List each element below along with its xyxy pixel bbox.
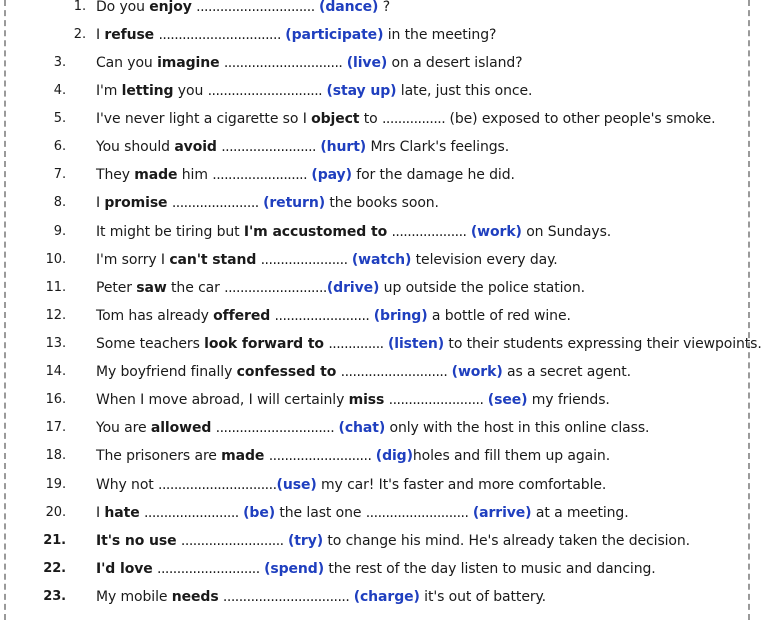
answer-blank[interactable]: ..............................: [215, 420, 335, 436]
answer-blank[interactable]: ......................: [171, 195, 259, 211]
item-sentence: [96, 23, 496, 47]
item-sentence: [96, 135, 509, 159]
item-number: 14.: [45, 364, 66, 379]
answer-blank[interactable]: ......................: [260, 252, 348, 268]
item-number: 16.: [45, 392, 66, 407]
sentence-text: Do you: [96, 0, 150, 15]
verb-prompt: (charge): [353, 589, 420, 605]
answer-blank[interactable]: ..........................: [157, 561, 260, 577]
item-number: 12.: [45, 308, 66, 323]
item-sentence: [96, 248, 558, 272]
verb-prompt: (use): [276, 477, 317, 493]
sentence-text: you: [173, 83, 208, 99]
sentence-text: the car: [166, 280, 225, 296]
sentence-text: in the meeting?: [383, 27, 497, 43]
verb-prompt: (pay): [311, 167, 352, 183]
right-dashed-border: [748, 0, 750, 620]
answer-blank[interactable]: ...........................: [340, 364, 448, 380]
sentence-text: I'm sorry I: [96, 252, 170, 268]
item-number: 18.: [45, 448, 66, 463]
item-number: 2.: [73, 27, 86, 42]
sentence-text: as a secret agent.: [502, 364, 632, 380]
verb-prompt: (return): [263, 195, 326, 211]
sentence-text: holes and fill them up again.: [412, 448, 611, 464]
sentence-text: Can you: [96, 55, 158, 71]
sentence-text: on a desert island?: [387, 55, 523, 71]
keyword: look forward to: [204, 336, 324, 352]
keyword: offered: [213, 308, 271, 324]
keyword: allowed: [150, 420, 212, 436]
sentence-text: my car! It's faster and more comfortable.: [316, 477, 607, 493]
verb-prompt: (participate): [285, 27, 384, 43]
sentence-text: a bottle of red wine.: [427, 308, 571, 324]
verb-prompt: (work): [470, 224, 522, 240]
answer-blank[interactable]: ..........................: [224, 280, 327, 296]
sentence-text: only with the host in this online class.: [385, 420, 650, 436]
item-sentence: [96, 473, 606, 497]
keyword: saw: [136, 280, 167, 296]
item-sentence: [96, 276, 585, 300]
verb-prompt: (stay up): [326, 83, 397, 99]
item-sentence: [96, 444, 610, 468]
answer-blank[interactable]: ..........................: [365, 505, 469, 521]
item-sentence: [96, 0, 390, 19]
sentence-text: They: [96, 167, 135, 183]
keyword: letting: [121, 83, 174, 99]
item-number: 23.: [43, 589, 66, 604]
verb-prompt: (work): [451, 364, 503, 380]
item-sentence: [96, 107, 716, 131]
sentence-text: at a meeting.: [531, 505, 629, 521]
answer-blank[interactable]: ........................: [212, 167, 308, 183]
item-sentence: [96, 304, 571, 328]
verb-prompt: (chat): [338, 420, 386, 436]
item-number: 19.: [45, 477, 66, 492]
sentence-text: for the damage he did.: [351, 167, 515, 183]
verb-prompt: (watch): [351, 252, 412, 268]
answer-blank[interactable]: ..........................: [268, 448, 372, 464]
sentence-text: Some teachers: [96, 336, 205, 352]
sentence-text: I've never light a cigarette so I: [96, 111, 312, 127]
keyword: enjoy: [149, 0, 192, 15]
item-number: 5.: [53, 111, 66, 126]
item-number: 10.: [45, 252, 66, 267]
sentence-text: You are: [96, 420, 151, 436]
keyword: I'm accustomed to: [243, 224, 388, 240]
answer-blank[interactable]: ...................: [391, 224, 467, 240]
item-number: 17.: [45, 420, 66, 435]
verb-prompt: (be): [243, 505, 276, 521]
item-sentence: [96, 220, 611, 244]
sentence-text: My boyfriend finally: [96, 364, 237, 380]
keyword: made: [134, 167, 178, 183]
sentence-text: my friends.: [527, 392, 610, 408]
item-sentence: [96, 360, 631, 384]
verb-prompt: (spend): [264, 561, 325, 577]
item-number: 9.: [53, 224, 66, 239]
sentence-text: My mobile: [96, 589, 172, 605]
verb-prompt: (hurt): [320, 139, 367, 155]
keyword: refuse: [104, 27, 155, 43]
verb-prompt: (dance): [319, 0, 379, 15]
item-sentence: [96, 557, 656, 581]
item-number: 7.: [53, 167, 66, 182]
item-number: 8.: [53, 195, 66, 210]
item-number: 20.: [45, 505, 66, 520]
left-dashed-border: [4, 0, 6, 620]
verb-prompt: (see): [487, 392, 528, 408]
answer-blank[interactable]: ........................: [274, 308, 370, 324]
keyword: imagine: [157, 55, 220, 71]
sentence-text: up outside the police station.: [379, 280, 585, 296]
sentence-text: Peter: [96, 280, 137, 296]
keyword: It's no use: [96, 533, 177, 549]
sentence-text: You should: [96, 139, 175, 155]
keyword: object: [311, 111, 360, 127]
item-number: 4.: [53, 83, 66, 98]
sentence-text: to their students expressing their viewpoints.: [444, 336, 762, 352]
item-sentence: [96, 585, 546, 609]
item-sentence: [96, 332, 762, 356]
keyword: miss: [348, 392, 385, 408]
item-number: 3.: [53, 55, 66, 70]
verb-prompt: (arrive): [472, 505, 532, 521]
sentence-text: Mrs Clark's feelings.: [366, 139, 510, 155]
keyword: promise: [104, 195, 168, 211]
answer-blank[interactable]: .............................: [207, 83, 323, 99]
answer-blank[interactable]: ..............: [328, 336, 384, 352]
item-sentence: [96, 163, 515, 187]
sentence-text: Why not: [96, 477, 159, 493]
item-sentence: [96, 416, 649, 440]
sentence-text: I: [96, 505, 105, 521]
answer-blank[interactable]: ..............................: [196, 0, 315, 15]
sentence-text: ?: [378, 0, 391, 15]
sentence-text: It might be tiring but: [96, 224, 244, 240]
answer-blank[interactable]: ................: [381, 111, 446, 127]
sentence-text: the last one: [275, 505, 366, 521]
sentence-text: on Sundays.: [521, 224, 612, 240]
keyword: hate: [104, 505, 140, 521]
keyword: I'd love: [96, 561, 153, 577]
keyword: made: [221, 448, 265, 464]
answer-blank[interactable]: ..............................: [223, 55, 343, 71]
item-sentence: [96, 529, 690, 553]
answer-blank[interactable]: ..........................: [180, 533, 284, 549]
answer-blank[interactable]: ...............................: [158, 27, 281, 43]
answer-blank[interactable]: ........................: [143, 505, 239, 521]
sentence-text: I: [96, 195, 105, 211]
sentence-text: the books soon.: [325, 195, 439, 211]
keyword: can't stand: [169, 252, 257, 268]
verb-prompt: (live): [346, 55, 388, 71]
item-sentence: [96, 191, 439, 215]
sentence-text: I: [96, 27, 105, 43]
item-number: 1.: [73, 0, 86, 14]
verb-prompt: (try): [288, 533, 324, 549]
sentence-text: to change his mind. He's already taken the decision.: [323, 533, 691, 549]
item-number: 13.: [45, 336, 66, 351]
verb-prompt: (bring): [373, 308, 428, 324]
item-number: 6.: [53, 139, 66, 154]
keyword: needs: [171, 589, 219, 605]
sentence-text: to: [359, 111, 382, 127]
keyword: confessed to: [236, 364, 337, 380]
sentence-text: Tom has already: [96, 308, 214, 324]
verb-prompt: (drive): [326, 280, 380, 296]
item-sentence: [96, 501, 629, 525]
sentence-text: late, just this once.: [396, 83, 533, 99]
sentence-text: him: [177, 167, 213, 183]
verb-prompt: (listen): [387, 336, 445, 352]
item-number: 11.: [45, 280, 66, 295]
sentence-text: (be) exposed to other people's smoke.: [445, 111, 716, 127]
item-number: 21.: [43, 533, 66, 548]
sentence-text: The prisoners are: [96, 448, 222, 464]
sentence-text: When I move abroad, I will certainly: [96, 392, 349, 408]
sentence-text: I'm: [96, 83, 122, 99]
answer-blank[interactable]: ........................: [221, 139, 317, 155]
sentence-text: it's out of battery.: [419, 589, 547, 605]
item-sentence: [96, 388, 610, 412]
item-sentence: [96, 51, 522, 75]
answer-blank[interactable]: ..............................: [158, 477, 277, 493]
sentence-text: the rest of the day listen to music and dancing.: [324, 561, 656, 577]
answer-blank[interactable]: ................................: [222, 589, 350, 605]
verb-prompt: (dig): [375, 448, 413, 464]
answer-blank[interactable]: ........................: [388, 392, 484, 408]
keyword: avoid: [174, 139, 217, 155]
sentence-text: television every day.: [411, 252, 558, 268]
item-sentence: [96, 79, 532, 103]
item-number: 22.: [43, 561, 66, 576]
